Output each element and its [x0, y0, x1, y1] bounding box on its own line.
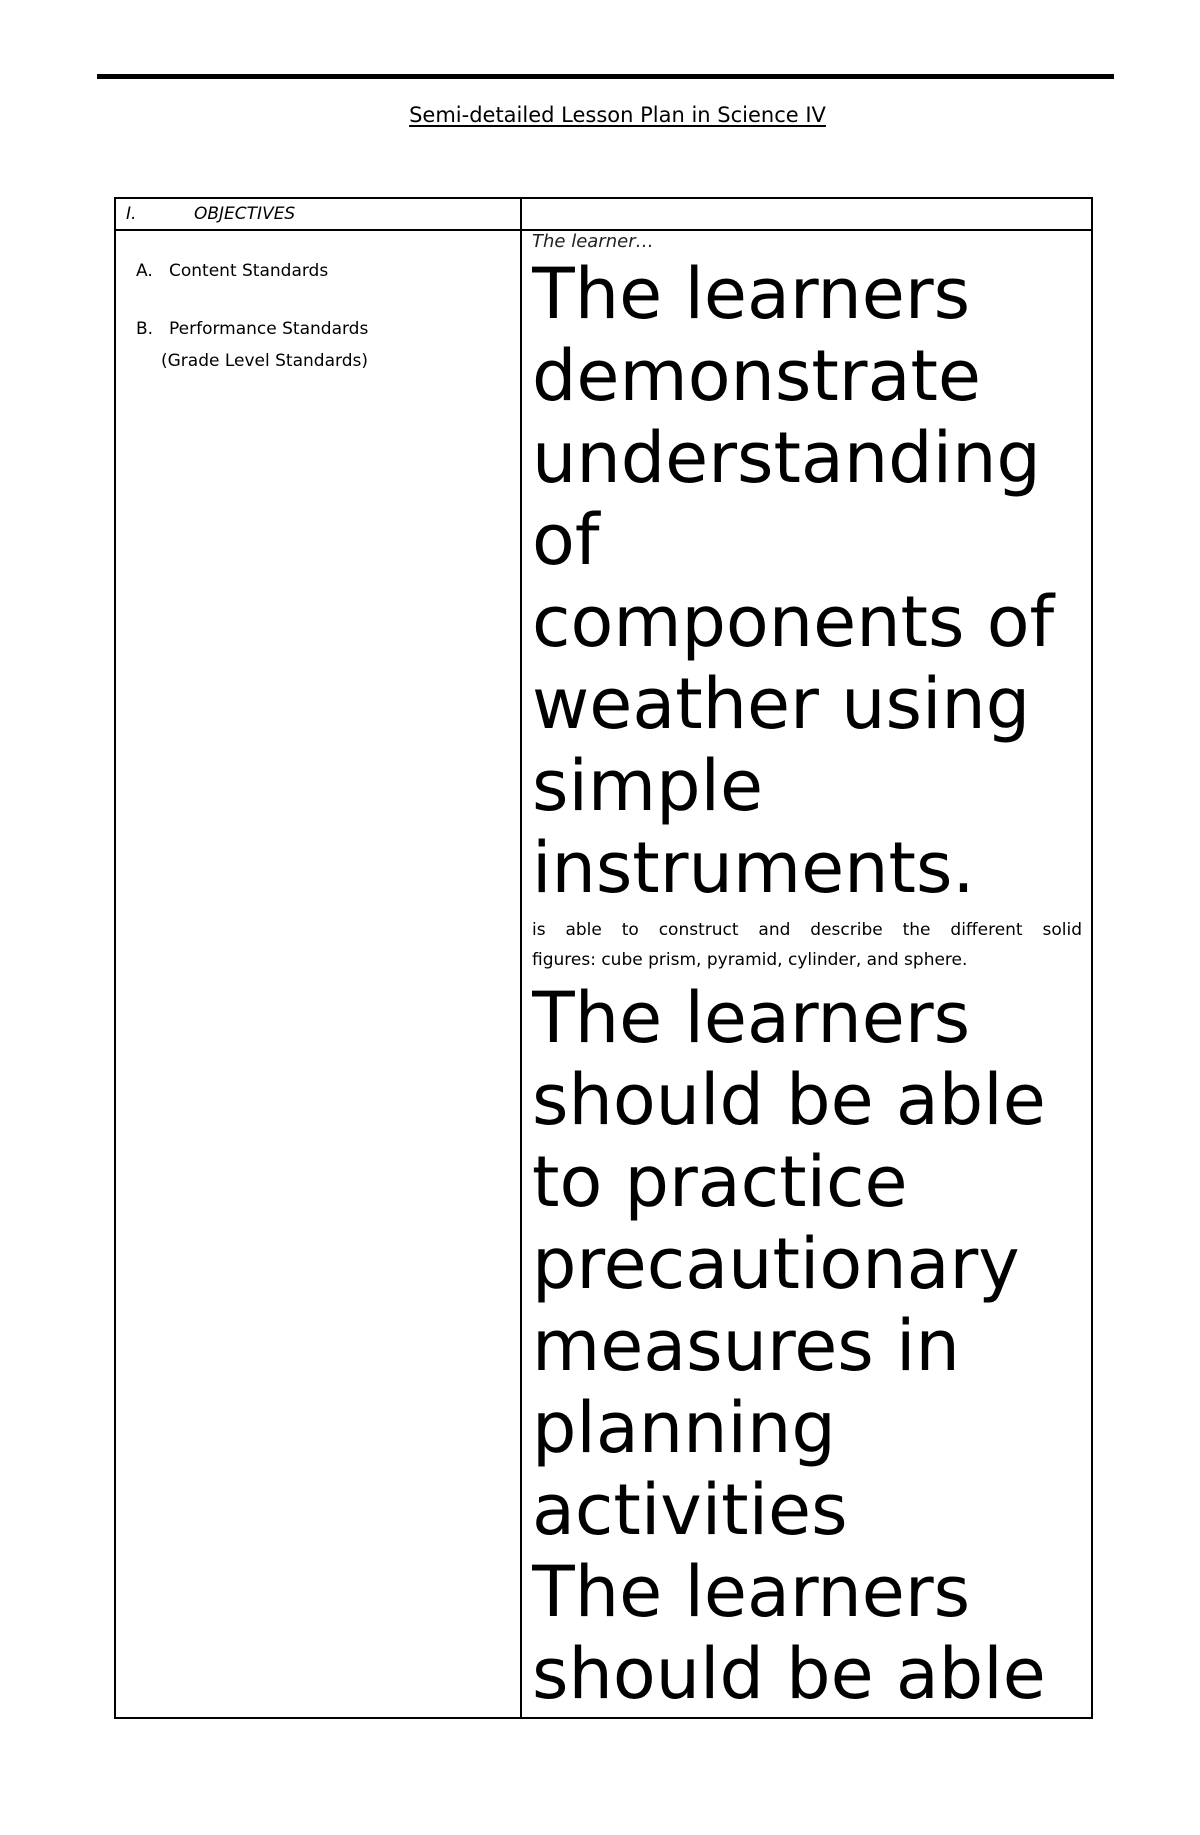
performance-standard-line: activities — [532, 1469, 848, 1551]
content-standard-line: of — [532, 499, 600, 581]
performance-standard-line: to practice — [532, 1141, 908, 1223]
document-title: Semi-detailed Lesson Plan in Science IV — [409, 103, 826, 127]
content-standard-line: components of — [532, 581, 1055, 663]
performance-standard-line: The learners — [532, 977, 971, 1059]
performance-standard-line: should be able — [532, 1059, 1046, 1141]
performance-note-line: figures: cube prism, pyramid, cylinder, and sphere. — [532, 950, 968, 970]
top-rule — [97, 74, 1114, 79]
performance-note — [532, 915, 1082, 975]
performance-standard-line: The learners — [532, 1551, 971, 1633]
content-standard-line: understanding — [532, 417, 1041, 499]
performance-standard-text — [532, 977, 1087, 1715]
performance-standards-label — [136, 319, 368, 339]
content-standard-line: The learners — [532, 253, 971, 335]
learner-intro: The learner… — [532, 231, 654, 252]
performance-standards-text: Performance Standards — [169, 319, 369, 339]
column-divider — [520, 199, 522, 1717]
performance-standard-line: planning — [532, 1387, 836, 1469]
content-standard-line: instruments. — [532, 827, 975, 909]
content-standard-line: weather using — [532, 663, 1031, 745]
performance-standard-line: measures in — [532, 1305, 960, 1387]
objectives-table — [114, 197, 1093, 1719]
standards-content-cell — [532, 231, 1087, 1717]
performance-standard-line: precautionary — [532, 1223, 1020, 1305]
grade-level-standards-label: (Grade Level Standards) — [161, 351, 368, 371]
section-title: OBJECTIVES — [194, 204, 296, 224]
content-standard-text — [532, 253, 1087, 909]
section-number: I. — [126, 204, 137, 224]
performance-standard-line: should be able — [532, 1633, 1046, 1715]
content-standard-line: simple — [532, 745, 764, 827]
performance-note-line: is able to construct and describe the different solid — [532, 920, 1082, 940]
content-standards-mark: A. — [136, 261, 153, 281]
content-standards-label — [136, 261, 328, 281]
content-standard-line: demonstrate — [532, 335, 981, 417]
section-heading — [126, 204, 295, 224]
performance-standards-mark: B. — [136, 319, 154, 339]
content-standards-text: Content Standards — [169, 261, 329, 281]
